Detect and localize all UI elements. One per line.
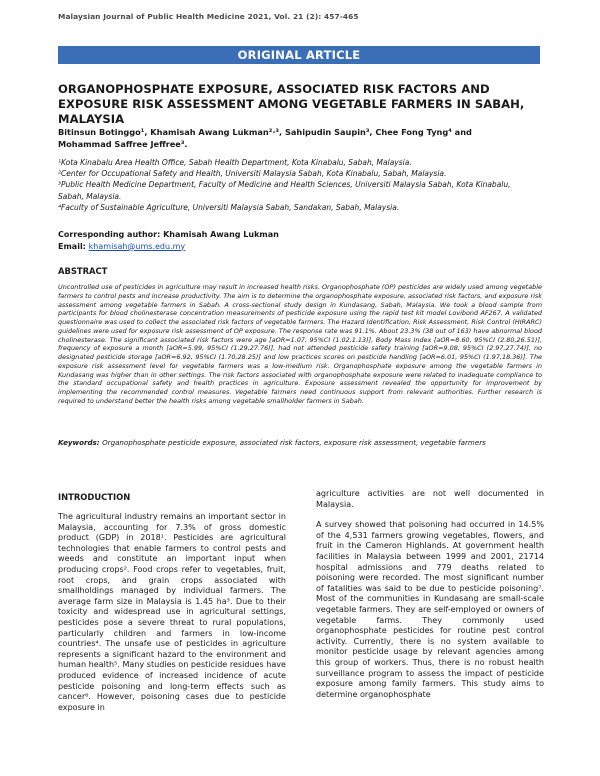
corresponding-author-label: Corresponding author: Khamisah Awang Lukman: [58, 230, 279, 239]
affiliation-1: ¹Kota Kinabalu Area Health Office, Sabah Health Department, Kota Kinabalu, Sabah, Malaysia.: [58, 158, 412, 167]
keywords-label: Keywords:: [58, 438, 103, 447]
article-type-banner: ORIGINAL ARTICLE: [58, 46, 540, 64]
affiliation-4: ⁴Faculty of Sustainable Agriculture, Universiti Malaysia Sabah, Sandakan, Sabah, Malaysia.: [58, 202, 400, 212]
email-line: [58, 241, 279, 253]
abstract-heading: ABSTRACT: [58, 266, 108, 276]
keywords-text: Organophosphate pesticide exposure, associated risk factors, exposure risk assessment, vegetable farmers: [102, 438, 486, 447]
intro-paragraph-1: The agricultural industry remains an important sector in Malaysia, accounting for 7.3% of gross domestic product (GDP) in 2018¹. Pesticides are agricultural technologies that enable farmers to control pests and weeds and constitute an important input when producing crops². Food crops refer to vegetables, fruit, root crops, and grain crops associated with smallholdings managed by individual farmers. The average farm size in Malaysia is 1.45 ha³. Due to their toxicity and widespread use in agricultural settings, pesticides pose a severe threat to rural populations, particularly children and farmers in low-income countries⁴. The unsafe use of pesticides in agriculture represents a significant hazard to the environment and human health⁵. Many studies on pesticide residues have produced evidence of increased incidence of acute pesticide poisoning and long-term effects such as cancer⁶. However, poisoning cases due to pesticide exposure in: [58, 512, 286, 712]
abstract-text: Uncontrolled use of pesticides in agriculture may result in increased health risks. Organophosphate (OP) pesticides are widely used among vegetable farmers to control pests and increase productivity. The aim is to determine the organophosphate exposure, associated risk factors, and exposure risk assessment among vegetable farmers in Sabah. A cross-sectional study design in Kundasang, Sabah, Malaysia. We took a blood sample from participants for blood cholinesterase concentration measurements of pesticide exposure using the rapid test kit model Lovibond AF267. A validated questionnaire was used to collect the associated risk factors of vegetable farmers. The Hazard Identification, Risk Assessment, Risk Control (HIRARC) guidelines were used for exposure risk assessment of OP exposure. The response rate was 91.1%. About 23.3% (38 out of 163) have abnormal blood cholinesterase. The significant associated risk factors were age [aOR=1.07, 95%CI (1.02,1.13)], Body Mass Index [aOR=8.60, 95%CI (2.80,26.51)], frequency of exposure a month [aOR=5.99, 95%CI (1.29,27.76)], had not attended pesticide safety training [aOR=9.08, 95%CI (2.97,27.74)], no designated pesticide storage [aOR=6.92, 95%CI (1.70,28.25)] and low practices scores on pesticide handling [aOR=6.01, 95%CI (1.97,18.36)]. The exposure risk assessment level for vegetable farmers was a low-medium risk. Organophosphate exposure among the vegetable farmers in Kundasang was higher than in other settings. The risk factors associated with organophosphate exposure were related to inadequate compliance to the standard occupational safety and health practices in agriculture. Exposure assessment revealed the opportunity for improvement by implementing the recommended control measures. Vegetable farmers need continuous support from relevant authorities. Further research is required to understand better the health risks among vegetable smallholder farmers in Sabah.: [58, 283, 542, 405]
intro-paragraph-3: A survey showed that poisoning had occurred in 14.5% of the 4,531 farmers growing vegetables, flowers, and fruit in the Cameron Highlands. At government health facilities in Malaysia between 1999 and 2001, 21714 hospital admissions and 779 deaths related to poisoning were recorded. The most significant number of fatalities was said to be due to pesticide poisoning⁷. Most of the communities in Kundasang are small-scale vegetable farmers. They are self-employed or owners of vegetable farms. They commonly used organophosphate pesticides for routine pest control activity. Currently, there is no system available to monitor pesticide usage by relevant agencies among this group of workers. Thus, there is no robust health surveillance program to assess the impact of pesticide exposure among family farmers. This study aims to determine organophosphate: [316, 520, 544, 699]
email-link[interactable]: khamisah@ums.edu.my: [88, 241, 186, 251]
intro-paragraph-2: agriculture activities are not well documented in Malaysia.: [316, 489, 544, 509]
affiliations: [58, 157, 538, 213]
introduction-heading: INTRODUCTION: [58, 492, 131, 502]
author-list: Bitinsun Botinggo¹, Khamisah Awang Lukman²·³, Sahipudin Saupin³, Chee Fong Tyng⁴ and Mohammad Saffree Jeffree³.: [58, 127, 472, 149]
affiliation-3: ³Public Health Medicine Department, Faculty of Medicine and Health Sciences, Universiti Malaysia Sabah, Kota Kinabalu, Sabah, Malaysia.: [58, 180, 511, 201]
right-column: [316, 489, 544, 700]
affiliation-2: ²Center for Occupational Safety and Health, Universiti Malaysia Sabah, Kota Kinabalu, Sabah, Malaysia.: [58, 169, 447, 179]
running-head: Malaysian Journal of Public Health Medicine 2021, Vol. 21 (2): 457-465: [58, 12, 359, 21]
left-column: [58, 512, 286, 713]
corresponding-author: [58, 229, 279, 252]
keywords: [58, 438, 542, 447]
email-label: Email:: [58, 241, 89, 251]
article-title: ORGANOPHOSPHATE EXPOSURE, ASSOCIATED RISK FACTORS AND EXPOSURE RISK ASSESSMENT AMONG VEGETABLE FARMERS IN SABAH, MALAYSIA: [58, 82, 525, 126]
